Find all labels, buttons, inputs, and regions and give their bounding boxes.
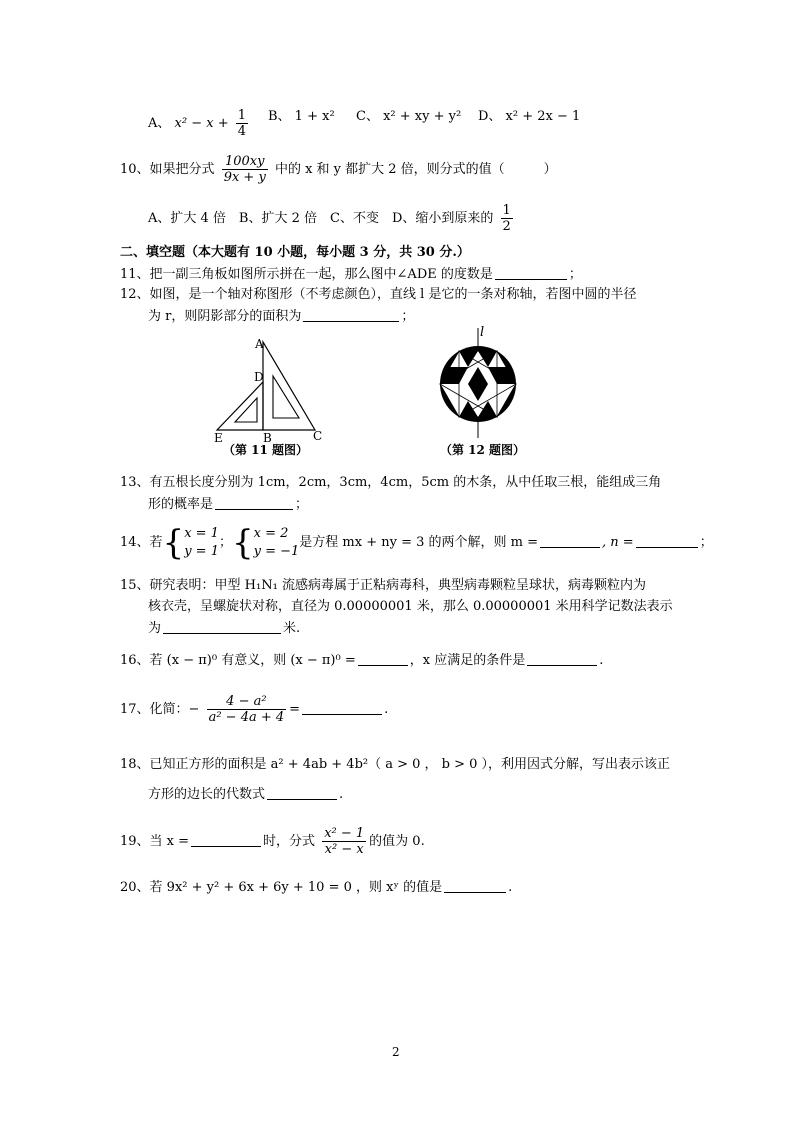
q10-denominator: 9x + y bbox=[223, 170, 266, 185]
q16-end: . bbox=[599, 653, 604, 668]
q15-line1: 15、研究表明：甲型 H₁N₁ 流感病毒属于正粘病毒科，典型病毒颗粒呈球状，病毒颗粒内为 bbox=[120, 578, 646, 593]
q10-prefix: 10、如果把分式 bbox=[120, 162, 215, 177]
q16-prefix: 16、若 (x − π)⁰ 有意义，则 (x − π)⁰ = bbox=[120, 653, 356, 668]
q20-end: . bbox=[508, 880, 513, 895]
q16-condition-blank[interactable] bbox=[527, 651, 597, 666]
q17-answer-blank[interactable] bbox=[302, 700, 382, 715]
q9-options bbox=[148, 108, 251, 139]
q19-numerator: x² − 1 bbox=[324, 826, 365, 841]
q20-question bbox=[120, 878, 512, 897]
q9-option-d: D、 x² + 2x − 1 bbox=[478, 109, 581, 124]
q14-prefix: 14、若 bbox=[120, 535, 163, 550]
q19-prefix: 19、当 x = bbox=[120, 834, 190, 849]
q11-end: ； bbox=[568, 267, 582, 282]
q19-answer-blank[interactable] bbox=[191, 832, 261, 847]
q14-sys2-top: x = 2 bbox=[253, 525, 289, 541]
q9-option-a-label: A、 bbox=[148, 116, 171, 131]
q14-system-1 bbox=[184, 525, 219, 561]
label-c: C bbox=[313, 429, 323, 443]
q12-end: ； bbox=[401, 309, 415, 324]
q18-end: . bbox=[339, 787, 344, 802]
q10-d-numerator: 1 bbox=[502, 203, 511, 218]
figure-11-caption: （第 11 题图） bbox=[223, 443, 309, 457]
q17-equals: = bbox=[289, 702, 301, 717]
q17-numerator: 4 − a² bbox=[207, 694, 287, 710]
q14-m-blank[interactable] bbox=[540, 533, 600, 548]
q15-answer-blank[interactable] bbox=[163, 619, 281, 634]
q17-fraction bbox=[207, 694, 287, 725]
figure-12-caption: （第 12 题图） bbox=[440, 443, 526, 457]
q9-a-denominator: 4 bbox=[237, 124, 247, 139]
q10-numerator: 100xy bbox=[222, 154, 268, 170]
q14-sys1-top: x = 1 bbox=[184, 525, 219, 541]
q20-answer-blank[interactable] bbox=[444, 878, 506, 893]
q14-brace-1: { bbox=[162, 522, 185, 563]
q14-sys2-bottom: y = −1 bbox=[253, 543, 300, 559]
q14-end: ； bbox=[699, 535, 713, 550]
q19-question bbox=[120, 826, 425, 857]
q10-fraction bbox=[222, 154, 268, 185]
q10-question bbox=[120, 154, 557, 185]
q9-option-a-expr: x² − x + bbox=[174, 116, 229, 131]
q11-question bbox=[120, 265, 582, 284]
q19-mid: 时，分式 bbox=[263, 834, 316, 849]
q9-option-c: C、 x² + xy + y² bbox=[356, 109, 462, 124]
q14-n-blank[interactable] bbox=[636, 533, 698, 548]
q15-end: 米. bbox=[283, 621, 301, 636]
inner-triangle-dbe bbox=[235, 398, 257, 422]
q17-denominator: a² − 4a + 4 bbox=[208, 710, 285, 725]
label-e: E bbox=[214, 431, 223, 444]
figure-11-triangles bbox=[205, 332, 335, 444]
q15-text: 为 bbox=[148, 621, 162, 636]
q14-separator: ； bbox=[218, 535, 232, 550]
q9-a-numerator: 1 bbox=[237, 108, 247, 123]
q18-answer-blank[interactable] bbox=[267, 785, 337, 800]
q19-end: 的值为 0. bbox=[369, 834, 425, 849]
q14-n-label: , n = bbox=[602, 535, 634, 550]
q10-d-denominator: 2 bbox=[502, 219, 511, 234]
q10-suffix: 中的 x 和 y 都扩大 2 倍，则分式的值（ ） bbox=[274, 162, 557, 177]
q16-mid: ，x 应满足的条件是 bbox=[409, 653, 526, 668]
q13-end: ； bbox=[295, 497, 309, 512]
label-b: B bbox=[263, 431, 272, 444]
q9-option-a-fraction bbox=[236, 108, 248, 139]
q14-mid: 是方程 mx + ny = 3 的两个解，则 m = bbox=[299, 535, 539, 550]
q16-question bbox=[120, 651, 603, 670]
q20-prefix: 20、若 9x² + y² + 6x + 6y + 10 = 0 ，则 xʸ 的值是 bbox=[120, 880, 443, 895]
q10-options-text: A、扩大 4 倍 B、扩大 2 倍 C、不变 D、缩小到原来的 bbox=[148, 211, 494, 226]
q14-sys1-bottom: y = 1 bbox=[184, 543, 219, 559]
q10-option-d-fraction bbox=[501, 203, 513, 234]
q10-options bbox=[148, 203, 516, 234]
q17-end: . bbox=[384, 702, 389, 717]
q15-line2: 核衣壳，呈螺旋状对称，直径为 0.00000001 米，那么 0.00000001 米用科学记数法表示 bbox=[148, 599, 673, 614]
q13-answer-blank[interactable] bbox=[215, 495, 293, 510]
q19-denominator: x² − x bbox=[324, 842, 364, 857]
q12-line1: 12、如图，是一个轴对称图形（不考虑颜色），直线 l 是它的一条对称轴，若图中圆的半径 bbox=[120, 287, 637, 302]
q13-line2 bbox=[148, 495, 308, 514]
figure-12-hexagram bbox=[432, 322, 528, 440]
q16-value-blank[interactable] bbox=[358, 651, 408, 666]
triangle-dbe bbox=[217, 382, 263, 430]
q18-text: 方形的边长的代数式 bbox=[148, 787, 266, 802]
q13-line1: 13、有五根长度分别为 1cm，2cm，3cm，4cm，5cm 的木条，从中任取三根，能组成三角 bbox=[120, 475, 662, 490]
q9-option-b: B、 1 + x² bbox=[268, 109, 335, 124]
big-triangle-abc bbox=[263, 342, 315, 430]
label-d: D bbox=[254, 370, 264, 384]
section-2-heading: 二、填空题（本大题有 10 小题，每小题 3 分，共 30 分.） bbox=[120, 245, 470, 260]
q14-system-2 bbox=[254, 525, 300, 561]
q12-text: 为 r，则阴影部分的面积为 bbox=[148, 309, 302, 324]
q11-text: 11、把一副三角板如图所示拼在一起，那么图中∠ADE 的度数是 bbox=[120, 267, 493, 282]
q17-prefix: 17、化简：− bbox=[120, 702, 200, 717]
q12-answer-blank[interactable] bbox=[303, 307, 399, 322]
q13-text: 形的概率是 bbox=[148, 497, 214, 512]
q19-fraction bbox=[322, 826, 366, 857]
label-l: l bbox=[480, 325, 485, 340]
q15-line3 bbox=[148, 619, 300, 638]
q12-line2 bbox=[148, 307, 414, 326]
q14-question bbox=[120, 523, 713, 563]
q17-question bbox=[120, 694, 388, 725]
q18-line2 bbox=[148, 785, 343, 804]
page-number: 2 bbox=[392, 1045, 400, 1059]
q18-line1: 18、已知正方形的面积是 a² + 4ab + 4b²（ a > 0 ， b > 0 ），利用因式分解，写出表示该正 bbox=[120, 757, 671, 772]
q11-answer-blank[interactable] bbox=[495, 265, 567, 280]
label-a: A bbox=[255, 337, 264, 351]
q14-brace-2: { bbox=[231, 522, 254, 563]
